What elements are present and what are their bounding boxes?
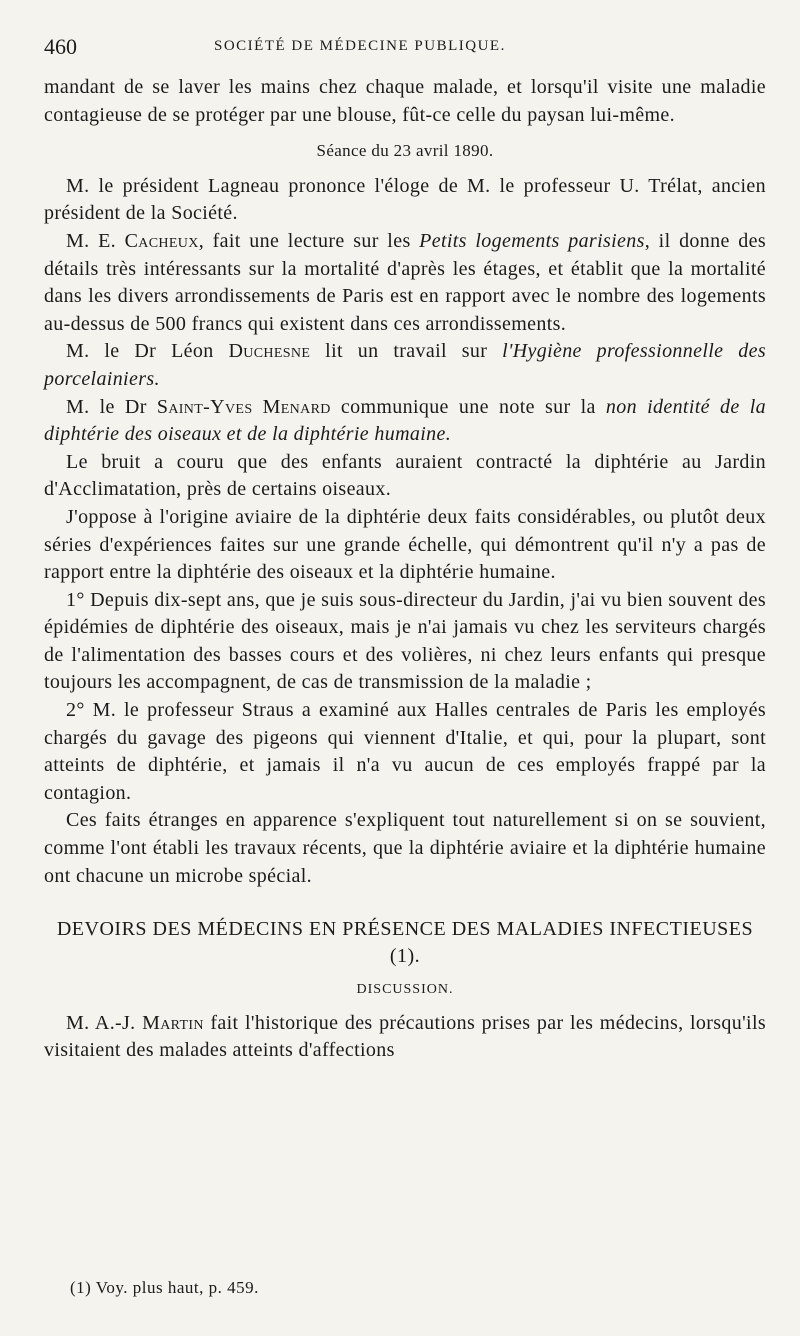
work-title: l'Hygiène professionnelle des porcelainiers. <box>44 340 766 390</box>
session-date: Séance du 23 avril 1890. <box>316 141 494 161</box>
body-text <box>44 74 766 1065</box>
paragraph-conclusion: Ces faits étranges en apparence s'expliquent tout naturellement si on se souvient, comme l'ont établi les travaux récents, que la diphtérie aviaire et la diphtérie humaine ont chacune un microbe spécial. <box>44 809 766 887</box>
author-name: Duchesne <box>228 340 311 363</box>
author-name: Cacheux <box>124 229 199 252</box>
footnote: (1) Voy. plus haut, p. 459. <box>70 1278 259 1297</box>
page-header <box>44 34 764 64</box>
running-title: SOCIÉTÉ DE MÉDECINE PUBLIQUE. <box>214 38 506 54</box>
paragraph-point-one: 1° Depuis dix-sept ans, que je suis sous-directeur du Jardin, j'ai vu bien souvent des épidémies de diphtérie des oiseaux, mais je n'ai jamais vu chez les serviteurs chargés de l'alimentation des basses cours et des volières, ni chez leurs enfants qui presque toujours les accompagnent, de cas de transmission de la maladie ; <box>44 588 766 694</box>
author-name: Martin <box>142 1011 204 1034</box>
page-number: 460 <box>44 34 77 59</box>
author-name: Saint-Yves Menard <box>156 395 331 418</box>
paragraph-martin: M. A.-J. Martin fait l'historique des précautions prises par les médecins, lorsqu'ils visitaient des malades atteints d'affections <box>44 1011 767 1062</box>
work-title: non identité de la diphtérie des oiseaux et de la diphtérie humaine. <box>44 395 766 446</box>
section-heading: DEVOIRS DES MÉDECINS EN PRÉSENCE DES MALADIES INFECTIEUSES (1). <box>56 918 754 968</box>
work-title: Petits logements parisiens <box>419 229 645 252</box>
paragraph-president: M. le président Lagneau prononce l'éloge de M. le professeur U. Trélat, ancien président de la Société. <box>44 174 766 225</box>
paragraph-continuation: mandant de se laver les mains chez chaque malade, et lorsqu'il visite une maladie contagieuse de se protéger par une blouse, fût-ce celle du paysan lui-même. <box>44 76 766 126</box>
paragraph-point-two: 2° M. le professeur Straus a examiné aux Halles centrales de Paris les employés chargés du gavage des pigeons qui viennent d'Italie, et qui, pour la plupart, sont atteints de diphtérie, et jamais il n'a vu aucun de ces employés frappé par la contagion. <box>44 699 766 804</box>
paragraph-cacheux: M. E. Cacheux, fait une lecture sur les Petits logements parisiens, il donne des détails très intéressants sur la mortalité d'après les étages, et établit que la mortalité dans les divers arrondissements de Paris est en rapport avec le nombre des logements au-dessus de 500 francs qui existent dans ces arrondissements. <box>44 229 766 335</box>
paragraph-rumor: Le bruit a couru que des enfants auraient contracté la diphtérie au Jardin d'Acclimatation, près de certains oiseaux. <box>44 450 766 501</box>
discussion-label: DISCUSSION. <box>356 982 454 998</box>
paragraph-duchesne: M. le Dr Léon Duchesne lit un travail sur l'Hygiène professionnelle des porcelainiers. <box>44 340 766 390</box>
paragraph-opposition: J'oppose à l'origine aviaire de la diphtérie deux faits considérables, ou plutôt deux séries d'expériences faites sur une grande échelle, qui démontrent qu'il n'y a pas de rapport entre la diphtérie des oiseaux et la diphtérie humaine. <box>44 505 766 584</box>
paragraph-menard: M. le Dr Saint-Yves Menard communique une note sur la non identité de la diphtérie des oiseaux et de la diphtérie humaine. <box>44 395 766 446</box>
